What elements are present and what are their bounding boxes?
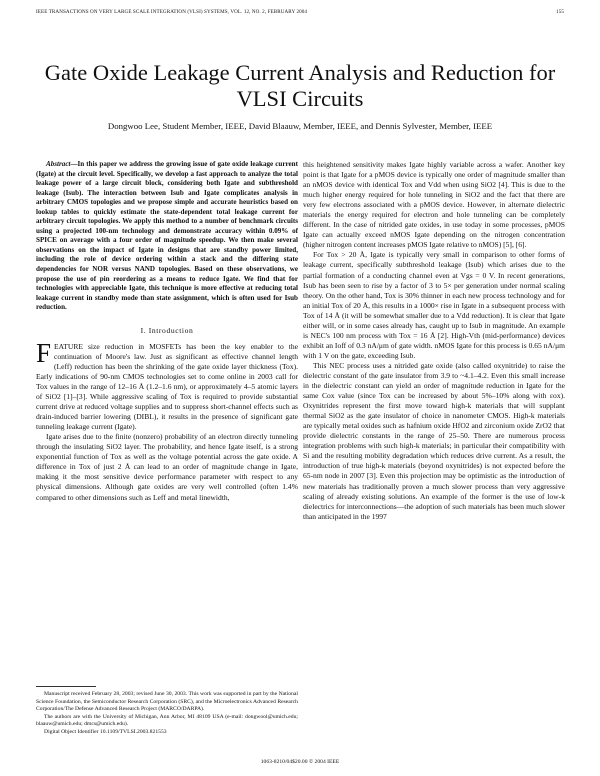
- intro-paragraph-1-text: EATURE size reduction in MOSFETs has been the key enabler to the continuation of Moore's law. Just as significant as effective channel length (Leff) reduction has been the shrinking of the gate oxide layer thickness (Tox). Early indications of 90-nm CMOS technologies set to come online in 2003 call for Tox values in the range of 12–16 Å (1.2–1.6 nm), or approximately 4–5 atomic layers of SiO2 [1]–[3]. While aggressive scaling of Tox is required to provide substantial current drive at reduced voltage supplies and to suppress short-channel effects such as drain-induced barrier lowering (DIBL), it results in the presence of significant gate tunneling leakage current (Igate).: [36, 341, 298, 432]
- copyright-line: 1063-8210/04$20.00 © 2004 IEEE: [260, 759, 340, 765]
- right-paragraph-2: For Tox > 20 Å, Igate is typically very small in comparison to other forms of leakage current, specifically subthreshold leakage (Isub) which arises due to the partial formation of a conducting channel even at Vgs = 0 V. In recent generations, Isub has been seen to rise by a factor of 3 to 5× per generation under normal scaling theory. On the other hand, Tox is 30% thinner in each new process technology and for an initial Tox of 20 Å, this results in a 1000× rise in Igate in a subsequent process with Tox of 14 Å (it will be somewhat smaller due to a Vdd reduction). It is clear that Igate either will, or in some cases already has, caught up to Isub in magnitude. An example is NEC's 100 nm process with Tox = 16 Å [2]. High-Vth (mid-performance) devices exhibit an Ioff of 0.3 nA/μm of gate width. nMOS Igate for this process is 0.65 nA/μm with 1 V on the gate, exceeding Isub.: [303, 250, 565, 360]
- footnote-rule: [36, 686, 96, 687]
- right-paragraph-3: This NEC process uses a nitrided gate oxide (also called oxynitride) to raise the dielectric constant of the gate insulator from 3.9 to ~4.1–4.2. Even this small increase in the dielectric constant can yield an order of magnitude reduction in Igate for the same Cox value (since Tox can be increased by about 5%–10% along with εox). Oxynitrides represent the first move toward high-k materials that will supplant thermal SiO2 as the gate insulator of choice in nanometer CMOS. High-k materials are typically metal oxides such as hafnium oxide HfO2 and zirconium oxide ZrO2 that provide dielectric constants in the range of 25–50. There are numerous process integration problems with such high-k materials; in particular their compatibility with Si and the resulting mobility degradation which reduces drive current. As a result, the introduction of true high-k materials (beyond oxynitrides) is not expected before the 65-nm node in 2007 [3]. Even this projection may be optimistic as the introduction of new materials has traditionally proven a much slower process than very aggressive scaling of already existing solutions. An example of the former is the use of low-k dielectrics for interconnections—the adoption of such materials has been much slower than anticipated in the 1997: [303, 360, 565, 521]
- footnote-affiliation: The authors are with the University of Michigan, Ann Arbor, MI 48109 USA (e-mail: dongwool@umich.edu; blaauw@umich.edu; dmcs@umich.edu).: [36, 713, 298, 728]
- abstract-label: Abstract: [46, 160, 71, 168]
- footnote-manuscript: Manuscript received February 28, 2003; revised June 30, 2003. This work was supported in part by the National Science Foundation, the Semiconductor Research Corporation (SRC), and the Microelectronics Advanced Research Corporation/The Defense Advanced Research Project (MARCO/DARPA).: [36, 691, 298, 713]
- right-column: [303, 160, 565, 522]
- right-paragraph-1: this heightened sensitivity makes Igate highly variable across a wafer. Another key point is that Igate for a pMOS device is typically one order of magnitude smaller than an nMOS device with identical Tox and Vdd when using SiO2 [4]. This is due to the much higher energy required for hole tunneling in SiO2 and the fact that there are very few electrons associated with a pMOS device. However, in alternate dielectric materials the energy required for electron and hole tunneling can be completely different. In the case of nitrided gate oxides, in use today in some processes, pMOS Igate can actually exceed nMOS Igate depending on the nitrogen concentration (higher nitrogen content increases pMOS Igate relative to nMOS) [5], [6].: [303, 160, 565, 250]
- abstract: [36, 160, 298, 313]
- footnote-doi: Digital Object Identifier 10.1109/TVLSI.2003.821553: [44, 728, 167, 735]
- left-column: [36, 160, 298, 503]
- journal-name: IEEE TRANSACTIONS ON VERY LARGE SCALE INTEGRATION (VLSI) SYSTEMS, VOL. 12, NO. 2, FEBRUARY 2004: [36, 9, 308, 15]
- intro-paragraph-2: Igate arises due to the finite (nonzero) probability of an electron directly tunneling through the insulating SiO2 layer. The probability, and hence Igate itself, is a strong exponential function of Tox as well as the voltage potential across the gate oxide. A difference in Tox of just 2 Å can lead to an order of magnitude change in Igate, making it the most sensitive device performance parameter with respect to any physical dimensions. Although gate oxides are very well controlled (often 1.4% compared to other dimensions such as Leff and metal linewidth,: [36, 432, 298, 502]
- intro-paragraph-1: [36, 337, 298, 432]
- page-number: 155: [556, 9, 564, 15]
- footnotes: [36, 686, 298, 737]
- running-head: [36, 9, 564, 15]
- abstract-text: —In this paper we address the growing issue of gate oxide leakage current (Igate) at the circuit level. Specifically, we develop a fast approach to analyze the total leakage power of a large circuit block, considering both Igate and subthreshold leakage (Isub). The interaction between Isub and Igate complicates analysis in arbitrary CMOS topologies and we propose simple and accurate heuristics based on lookup tables to quickly estimate the state-dependent total leakage current for arbitrary circuit topologies. We apply this method to a number of benchmark circuits using a projected 100-nm technology and demonstrate accuracy within 0.09% of SPICE on average with a four order of magnitude speedup. We then make several observations on the impact of Igate in designs that are standby power limited, including the role of device ordering within a stack and the differing state dependencies for NOR versus NAND topologies. Based on these observations, we propose the use of pin reordering as a means to reduce Igate. We find that for technologies with appreciable Igate, this technique is more effective at reducing total leakage current in standby mode than state assignment, which is often used for Isub reduction.: [36, 160, 298, 312]
- author-line: Dongwoo Lee, Student Member, IEEE, David Blaauw, Member, IEEE, and Dennis Sylvester, Member, IEEE: [107, 121, 493, 131]
- drop-cap: F: [36, 337, 52, 368]
- paper-title: Gate Oxide Leakage Current Analysis and Reduction for VLSI Circuits: [44, 60, 556, 111]
- section-heading-introduction: I. Introduction: [140, 325, 194, 335]
